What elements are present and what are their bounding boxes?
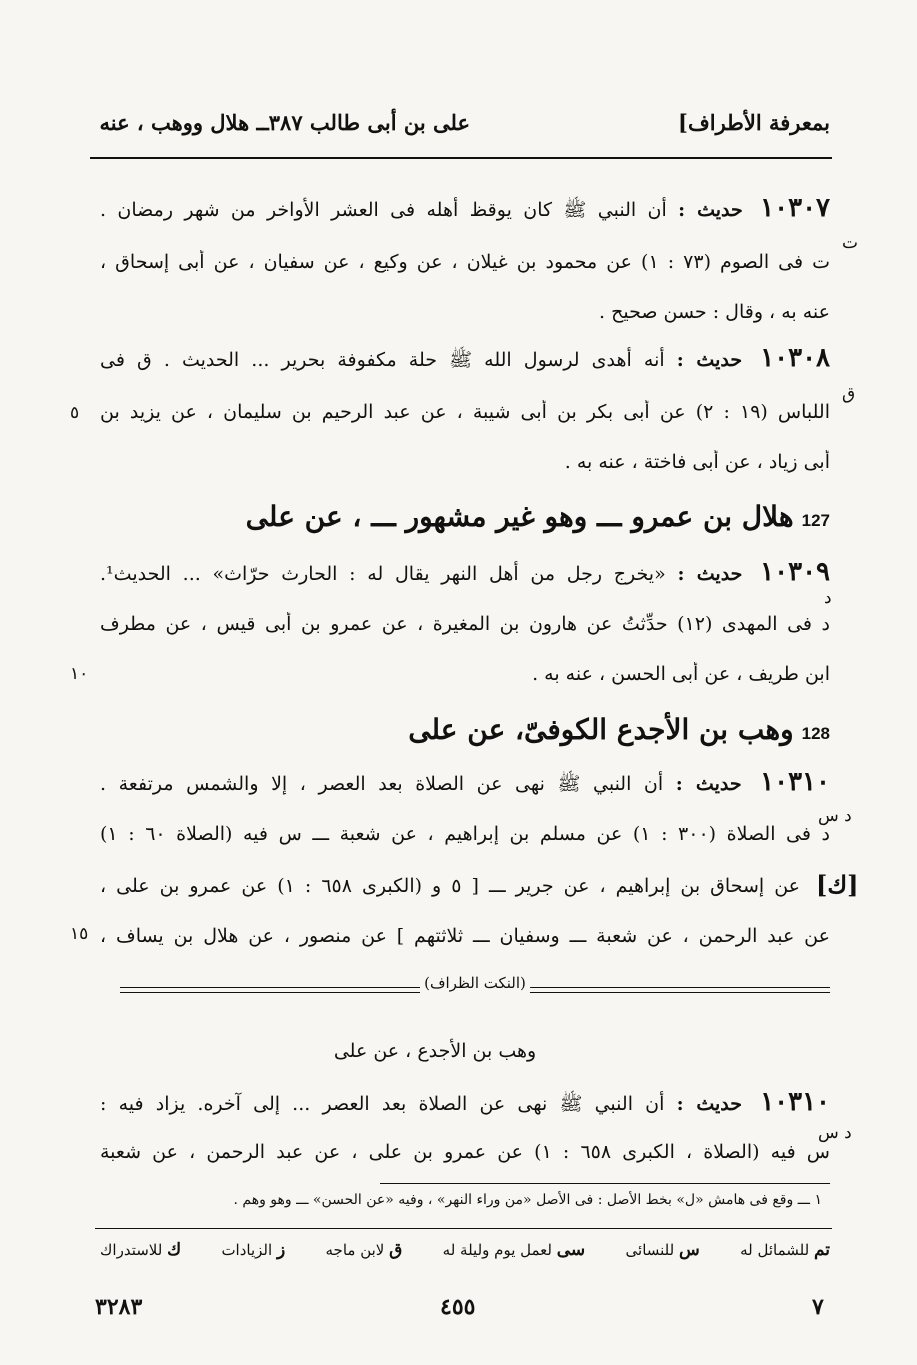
nukat-separator [120,974,830,997]
entry-10310-line-3: عن إسحاق بن إبراهيم ، عن جرير ـــ [ ٥ و (الكبرى ٦٥٨ : ١) عن عمرو بن على ، [100,875,800,897]
entry-10307-line-2: ت فى الصوم (٧٣ : ١) عن محمود بن غيلان ، عن وكيع ، عن سفيان ، عن أبى إسحاق ، [100,251,830,273]
entry-10308-line-3: أبى زياد ، عن أبى فاختة ، عنه به . [564,451,830,473]
section-number: 128 [801,724,830,743]
margin-number-10: ١٠ [70,664,89,684]
entry-10309-line-1 [100,560,830,586]
hadith-keyword: حديث : [678,199,743,221]
side-siglum: د [824,588,832,608]
nukat-heading: وهب بن الأجدع ، عن على [333,1040,537,1062]
margin-number-5: ٥ [70,403,80,423]
entry-10309-line-3: ابن طريف ، عن أبى الحسن ، عنه به . [532,663,830,685]
nukat-line-1 [100,1090,830,1116]
section-heading-128 [408,713,830,746]
entry-10308-line-2: اللباس (١٩ : ٢) عن أبى بكر بن أبى شيبة ، عن عبد الرحيم بن سليمان ، عن يزيد بن [100,401,830,423]
nukat-line-2: س فيه (الصلاة ، الكبرى ٦٥٨ : ١) عن عمرو بن على ، عن عبد الرحمن ، عن شعبة [100,1141,830,1163]
hadith-keyword: حديث : [675,773,742,795]
hadith-text: «يخرج رجل من أهل النهر يقال له : الحارث حرّاث» ... الحديث¹. [100,563,666,585]
running-header [90,104,830,144]
entry-10310-line-2: د فى الصلاة (٣٠٠ : ١) عن مسلم بن إبراهيم ، عن شعبة ـــ س فيه (الصلاة ٦٠ : ١) [100,823,830,845]
hadith-number: ١٠٣٠٨ [760,346,830,372]
legend-item: تم للشمائل له [740,1240,830,1260]
hadith-number: ١٠٣١٠ [760,1090,830,1116]
hadith-number: ١٠٣١٠ [760,770,830,796]
sigla-legend [100,1240,830,1260]
header-right: بمعرفة الأطراف] [678,110,830,135]
header-rule [90,157,832,159]
side-siglum: د س [818,806,852,826]
hadith-keyword: حديث : [676,1093,742,1115]
header-center: على بن أبى طالب ٣٨٧ــ هلال ووهب ، عنه [99,110,470,135]
legend-rule [95,1228,832,1229]
entry-10308-line-1 [100,346,830,372]
hadith-keyword: حديث : [676,349,743,371]
entry-10307-line-1 [100,196,830,222]
legend-item: سى لعمل يوم وليلة له [442,1240,586,1260]
entry-10307-line-3: عنه به ، وقال : حسن صحيح . [599,301,830,323]
hadith-text: أن النبي ﷺ نهى عن الصلاة بعد العصر ، إلا والشمس مرتفعة . [100,773,664,795]
separator-rule-right [530,987,830,993]
hadith-text: أن النبي ﷺ نهى عن الصلاة بعد العصر ... إلى آخره. يزاد فيه : [100,1093,665,1115]
page-number-right: ٧ [812,1294,824,1320]
side-siglum: ق [842,384,856,404]
separator-label: (النكت الظراف) [420,974,530,992]
margin-number-15: ١٥ [70,924,89,944]
page-number-left: ٣٢٨٣ [95,1294,143,1320]
separator-rule-left [120,987,420,993]
bracket-siglum: [ك] [816,870,859,899]
entry-10310-line-1 [100,770,830,796]
legend-item: س للنسائى [625,1240,700,1260]
legend-item: ق لابن ماجه [325,1240,403,1260]
legend-item: ز الزيادات [221,1240,286,1260]
section-title: وهب بن الأجدع الكوفىّ، عن على [408,713,794,746]
hadith-text: أنه أهدى لرسول الله ﷺ حلة مكفوفة بحرير ... الحديث . ق فى [100,349,665,371]
section-number: 127 [801,511,830,530]
hadith-text: أن النبي ﷺ كان يوقظ أهله فى العشر الأواخر من شهر رمضان . [100,199,667,221]
hadith-keyword: حديث : [677,563,743,585]
legend-item: ك للاستدراك [100,1240,182,1260]
hadith-number: ١٠٣٠٩ [760,560,830,586]
entry-10309-line-2: د فى المهدى (١٢) حدِّثتُ عن هارون بن المغيرة ، عن عمرو بن أبى قيس ، عن مطرف [100,613,830,635]
section-heading-127 [246,500,830,533]
entry-10310-line-4: عن عبد الرحمن ، عن شعبة ـــ وسفيان ـــ ثلاثتهم ] عن منصور ، عن هلال بن يساف ، [100,925,830,947]
side-siglum: د س [818,1123,852,1143]
section-title: هلال بن عمرو ـــ وهو غير مشهور ـــ ، عن على [245,500,794,533]
hadith-number: ١٠٣٠٧ [760,196,830,222]
footnote-rule [380,1183,830,1184]
page-number-center: ٤٥٥ [440,1294,476,1320]
footnote: ١ ـــ وقع فى هامش «ل» بخط الأصل : فى الأصل «من وراء النهر» ، وفيه «عن الحسن» ـــ وهو وهم . [233,1192,822,1208]
side-siglum: ت [842,233,859,253]
